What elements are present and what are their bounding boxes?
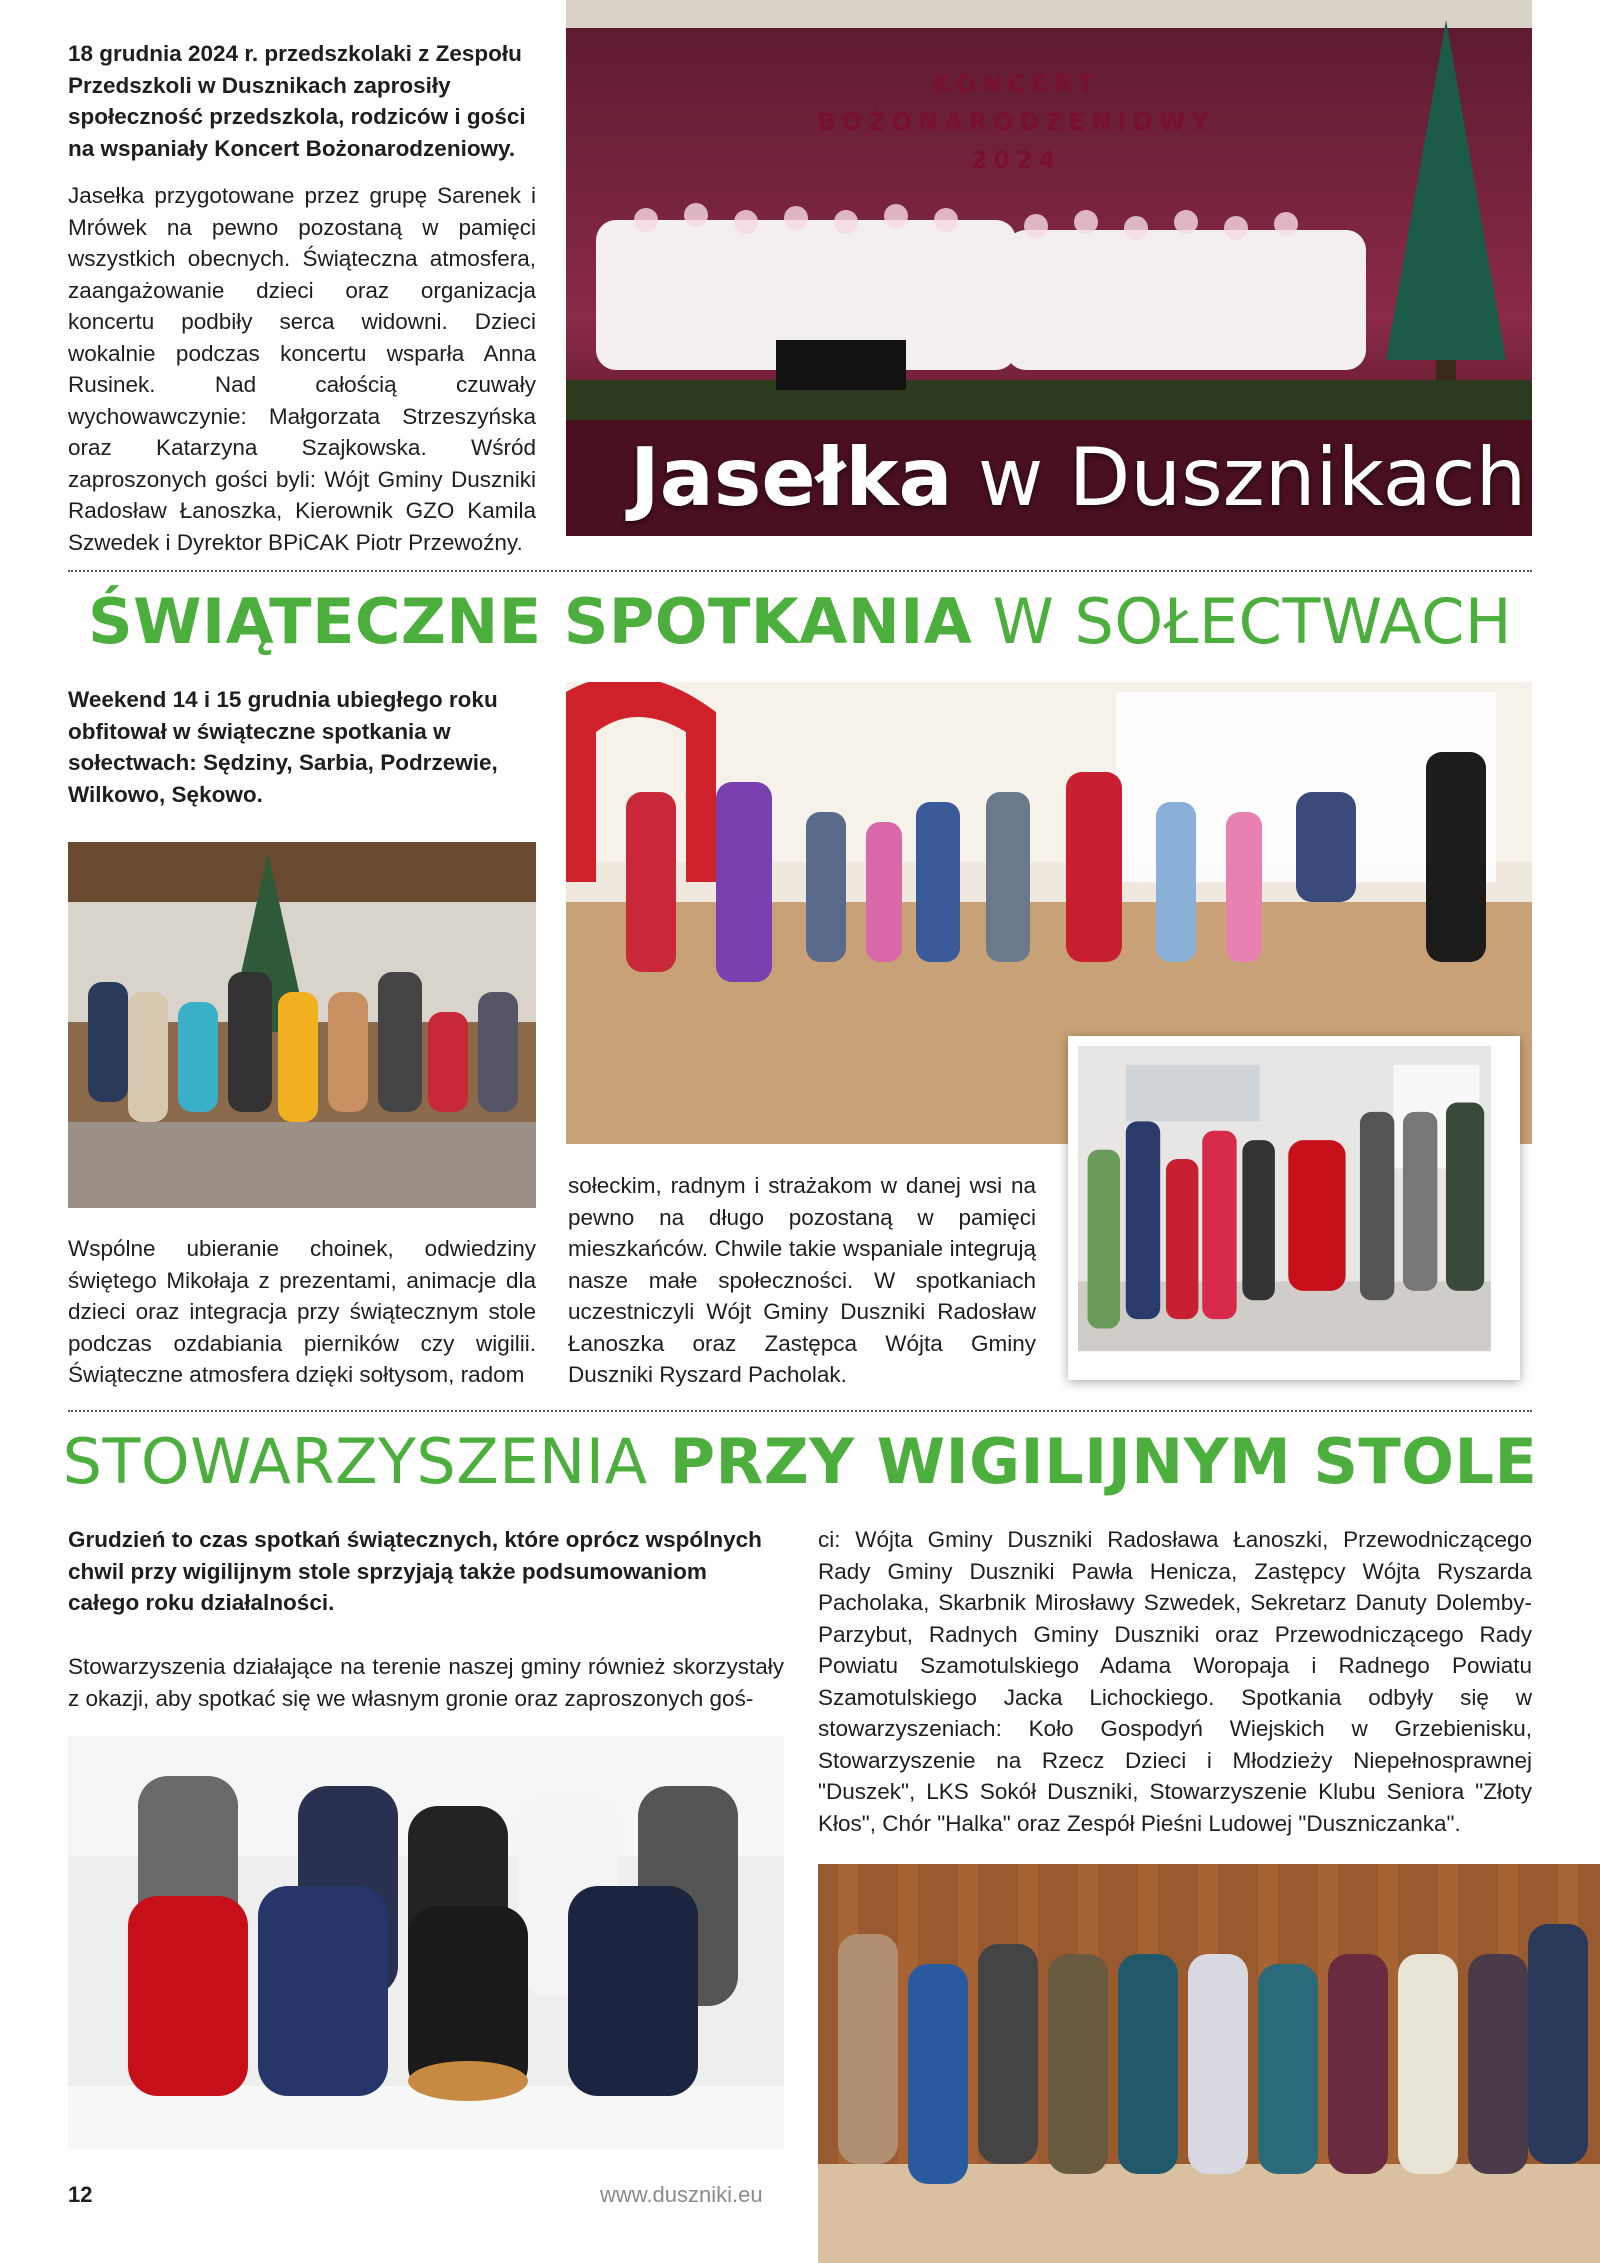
separator-2 — [68, 1410, 1532, 1412]
section3-body-right: ci: Wójta Gminy Duszniki Radosława Łanoszki, Przewodniczącego Rady Gminy Duszniki Pawła Henicza, Zastępcy Wójta Ryszarda Pacholaka, Skarbnik Mirosławy Szwedek, Sekretarz Danuty Dolemby-Parzybut, Radnych Gminy Duszniki oraz Przewodniczącego Rady Powiatu Szamotulskiego Adama Woropaja i Radnego Powiatu Szamotulskiego Jacka Lichockiego. Spotkania odbyły się w stowarzyszeniach: Koło Gospodyń Wiejskich w Grzebienisku, Stowarzyszenie na Rzecz Dzieci i Młodzieży Niepełnosprawnej "Duszek", LKS Sokół Duszniki, Stowarzyszenie Klubu Seniora "Złoty Kłos", Chór "Halka" oraz Zespół Pieśni Ludowej "Duszniczanka". — [818, 1527, 1532, 1836]
jaselka-title-rest: w Dusznikach — [952, 431, 1527, 524]
section2-body-middle: sołeckim, radnym i strażakom w danej wsi na pewno na długo pozostaną w pamięci mieszkańców. Chwile takie wspaniale integrują nasze małe społeczności. W spotkaniach uczestniczyli Wójt Gminy Duszniki Radosław Łanoszka oraz Zastępca Wójta Gminy Duszniki Ryszard Pacholak. — [568, 1173, 1036, 1387]
separator-1 — [68, 570, 1532, 572]
article1-lead: 18 grudnia 2024 r. przedszkolaki z Zespołu Przedszkoli w Dusznikach zaprosiły społeczność przedszkola, rodziców i gości na wspaniały Koncert Bożonarodzeniowy. — [68, 41, 526, 161]
santa-visit-photo — [1068, 1036, 1520, 1380]
gazebo-children-photo — [68, 842, 536, 1208]
section2-headline — [0, 582, 1600, 662]
section3-body-left: Stowarzyszenia działające na terenie naszej gminy również skorzystały z okazji, aby spotkać się we własnym gronie oraz zaproszonych goś- — [68, 1654, 784, 1711]
banner-line-1: KONCERT — [932, 70, 1100, 98]
section3-headline — [0, 1422, 1600, 1502]
section2-body-left: Wspólne ubieranie choinek, odwiedziny świętego Mikołaja z prezentami, animacje dla dzieci oraz integracja przy świątecznym stole podczas ozdabiania pierników czy wigilii. Świąteczne atmosfera dzięki sołtysom, radom — [68, 1236, 536, 1387]
jaselka-title-bold: Jasełka — [630, 431, 953, 524]
banner-line-3: 2024 — [970, 146, 1062, 174]
section2-headline-bold: ŚWIĄTECZNE SPOTKANIA — [88, 585, 973, 658]
website-footer: www.duszniki.eu — [600, 2182, 763, 2207]
seniors-group-photo — [818, 1864, 1600, 2263]
article1-body: Jasełka przygotowane przez grupę Sarenek i Mrówek na pewno pozostaną w pamięci wszystkich obecnych. Świąteczna atmosfera, zaangażowanie dzieci oraz organizacja koncertu podbiły serca widowni. Dzieci wokalnie podczas koncertu wsparła Anna Rusinek. Nad całością czuwały wychowawczynie: Małgorzata Strzeszyńska oraz Katarzyna Szajkowska. Wśród zaproszonych gości byli: Wójt Gminy Duszniki Radosław Łanoszka, Kierownik GZO Kamila Szwedek i Dyrektor BPiCAK Piotr Przewoźny. — [68, 183, 536, 555]
section3-lead: Grudzień to czas spotkań świątecznych, które oprócz wspólnych chwil przy wigilijnym stole sprzyjają także podsumowaniom całego roku działalności. — [68, 1527, 762, 1615]
section3-headline-light: STOWARZYSZENIA — [62, 1425, 648, 1498]
page-number: 12 — [68, 2182, 93, 2207]
section2-headline-light: W SOŁECTWACH — [972, 585, 1512, 658]
officials-group-photo — [68, 1736, 784, 2150]
section2-lead: Weekend 14 i 15 grudnia ubiegłego roku obfitował w świąteczne spotkania w sołectwach: Sędziny, Sarbia, Podrzewie, Wilkowo, Sękowo. — [68, 687, 498, 807]
banner-line-2: BOŻONARODZENIOWY — [817, 108, 1215, 136]
section3-headline-bold: PRZY WIGILIJNYM STOLE — [647, 1425, 1538, 1498]
jaselka-photo-title — [630, 428, 1527, 528]
